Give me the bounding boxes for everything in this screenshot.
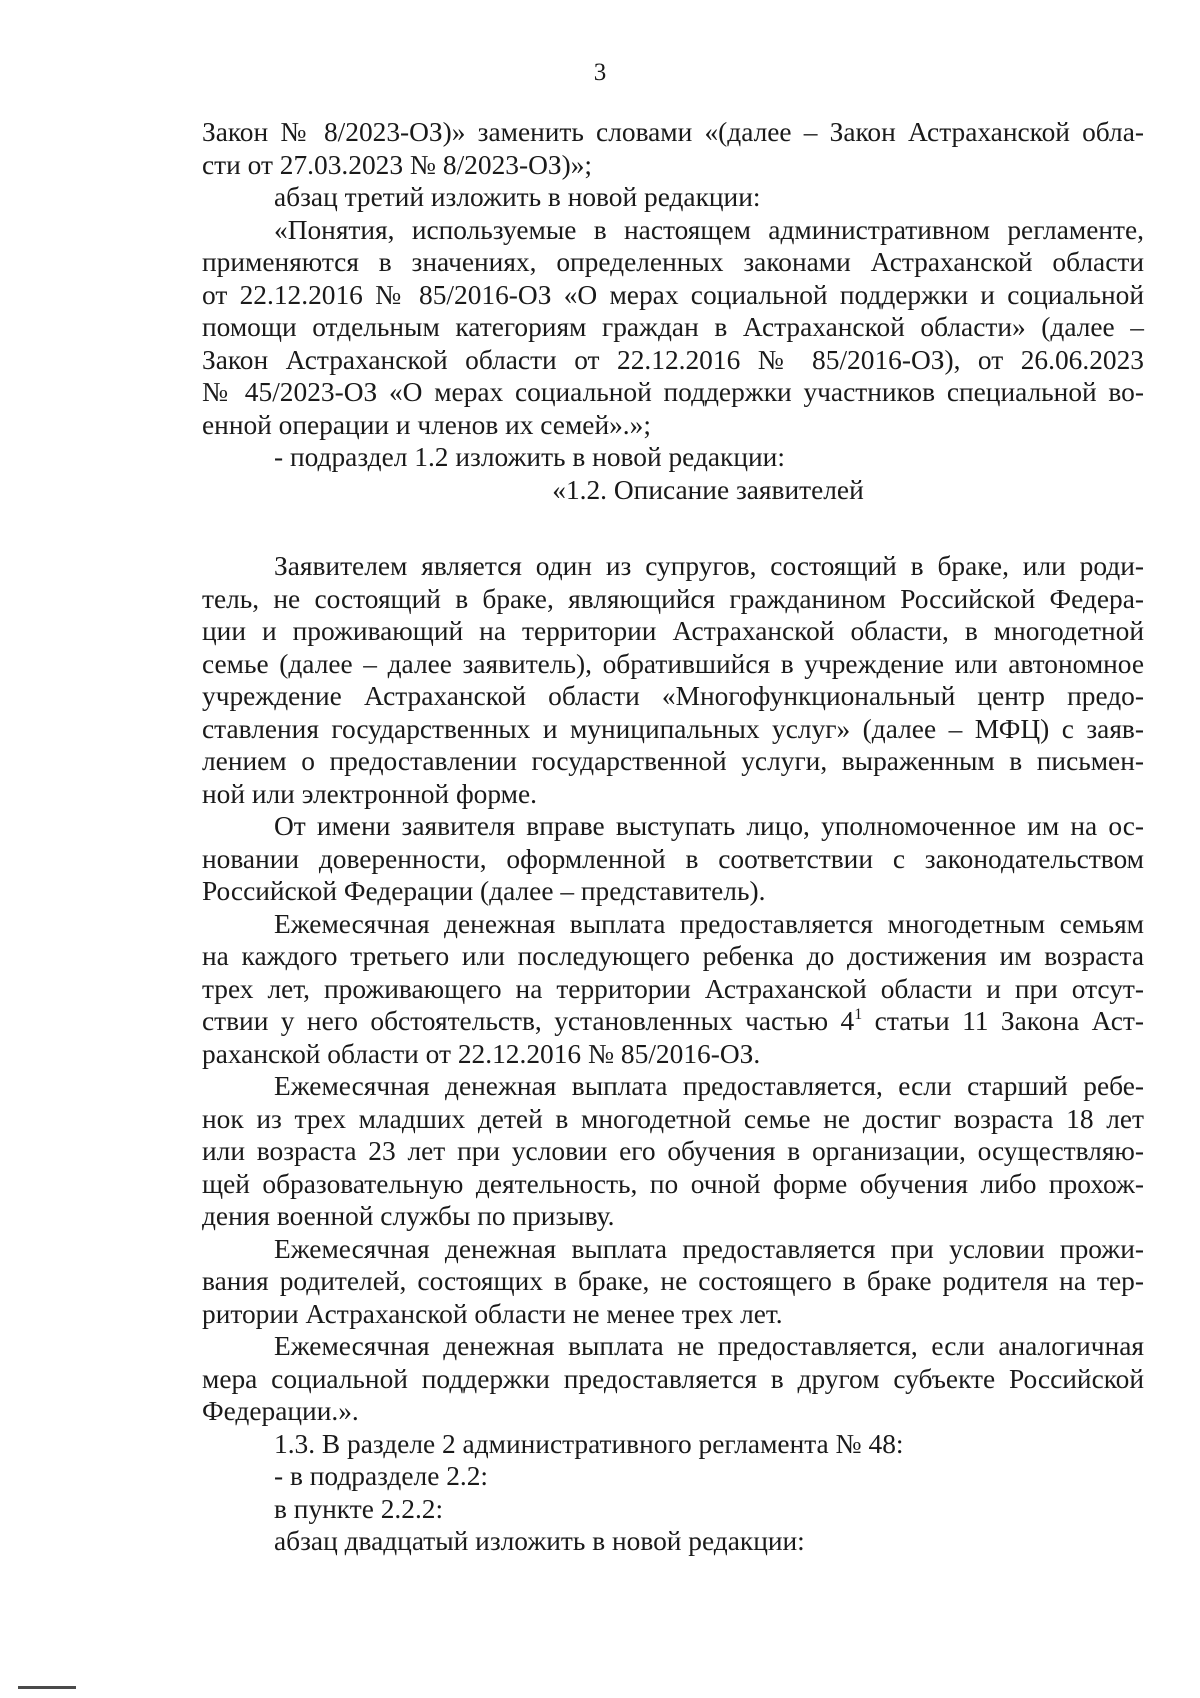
text-line: [202, 680, 1144, 713]
line-text: сти от 27.03.2023 № 8/2023-ОЗ)»;: [202, 149, 593, 180]
line-text: применяются в значениях, определенных законами Астраханской области: [202, 247, 1144, 277]
text-line: [202, 875, 1144, 908]
text-line: [202, 246, 1144, 279]
text-line: [202, 745, 1144, 778]
line-text: учреждение Астраханской области «Многофункциональный центр предо-: [202, 681, 1144, 711]
text-line: [202, 940, 1144, 973]
text-line: [202, 1233, 1144, 1266]
line-text: абзац третий изложить в новой редакции:: [274, 182, 761, 212]
text-line: [202, 441, 1144, 474]
line-text: вания родителей, состоящих в браке, не состоящего в браке родителя на тер-: [202, 1266, 1144, 1296]
text-line: [202, 344, 1144, 377]
footer-mark: [18, 1686, 76, 1689]
line-text: трех лет, проживающего на территории Астраханской области и при отсут-: [202, 973, 1144, 1004]
text-line: [202, 583, 1144, 616]
line-text: нок из трех младших детей в многодетной семье не достиг возраста 18 лет: [202, 1103, 1144, 1134]
text-line: [202, 116, 1144, 149]
line-text: «1.2. Описание заявителей: [552, 474, 864, 505]
text-line: [202, 615, 1144, 648]
line-text: Закон Астраханской области от 22.12.2016 № 85/2016-ОЗ), от 26.06.2023: [202, 344, 1144, 375]
text-line: [202, 550, 1144, 583]
text-line: [202, 973, 1144, 1006]
line-text: на каждого третьего или последующего ребенка до достижения им возраста: [202, 941, 1144, 971]
line-text: или возраста 23 лет при условии его обучения в организации, осуществляю-: [202, 1136, 1144, 1166]
line-text: Заявителем является один из супругов, состоящий в браке, или роди-: [274, 551, 1144, 581]
line-text: мера социальной поддержки предоставляется в другом субъекте Российской: [202, 1363, 1144, 1394]
page-number: 3: [593, 59, 607, 86]
line-text: - подраздел 1.2 изложить в новой редакции:: [274, 442, 785, 472]
line-text: от 22.12.2016 № 85/2016-ОЗ «О мерах социальной поддержки и социальной: [202, 279, 1144, 310]
line-text: ции и проживающий на территории Астраханской области, в многодетной: [202, 616, 1144, 646]
line-text: Ежемесячная денежная выплата не предоставляется, если аналогичная: [274, 1331, 1144, 1361]
text-line: [202, 713, 1144, 746]
text-line: [202, 1298, 1144, 1331]
text-line: [202, 1168, 1144, 1201]
line-text: семье (далее – далее заявитель), обратившийся в учреждение или автономное: [202, 648, 1144, 679]
line-text: щей образовательную деятельность, по очной форме обучения либо прохож-: [202, 1168, 1144, 1199]
text-line: [202, 1460, 1144, 1493]
text-line: [202, 778, 1144, 811]
text-line: [202, 843, 1144, 876]
text-line: [202, 376, 1144, 409]
section-heading: [202, 474, 1144, 507]
line-text: Российской Федерации (далее – представитель).: [202, 876, 766, 906]
line-text: ставления государственных и муниципальных услуг» (далее – МФЦ) с заяв-: [202, 713, 1144, 744]
line-text: в пункте 2.2.2:: [274, 1493, 444, 1524]
text-line: [202, 1330, 1144, 1363]
line-text: Закон № 8/2023-ОЗ)» заменить словами «(далее – Закон Астраханской обла-: [202, 117, 1144, 147]
line-text: помощи отдельным категориям граждан в Астраханской области» (далее –: [202, 312, 1144, 342]
line-text: Федерации.».: [202, 1396, 359, 1426]
paragraph-gap: [202, 506, 1144, 550]
text-line: [202, 648, 1144, 681]
line-text: ствии у него обстоятельств, установленных частью 4: [202, 1006, 855, 1036]
line-text: Ежемесячная денежная выплата предоставляется многодетным семьям: [274, 908, 1144, 939]
line-text: дения военной службы по призыву.: [202, 1201, 615, 1231]
line-text: От имени заявителя вправе выступать лицо, уполномоченное им на ос-: [274, 811, 1144, 841]
line-text: тель, не состоящий в браке, являющийся гражданином Российской Федера-: [202, 583, 1144, 614]
text-line: [202, 409, 1144, 442]
text-line: [202, 1005, 1144, 1038]
superscript: 1: [854, 1006, 863, 1023]
text-line: [202, 908, 1144, 941]
line-text: лением о предоставлении государственной услуги, выраженным в письмен-: [202, 746, 1144, 776]
line-text: Ежемесячная денежная выплата предоставляется, если старший ребе-: [274, 1071, 1144, 1101]
text-line: [202, 1493, 1144, 1526]
line-text: ной или электронной форме.: [202, 778, 537, 809]
text-line: [202, 1428, 1144, 1461]
text-line: [202, 311, 1144, 344]
text-line: [202, 1070, 1144, 1103]
line-text: енной операции и членов их семей».»;: [202, 409, 651, 440]
text-line: [202, 149, 1144, 182]
line-text: 1.3. В разделе 2 административного регламента № 48:: [274, 1428, 904, 1459]
text-line: [202, 810, 1144, 843]
text-line: [202, 1525, 1144, 1558]
text-line: [202, 1135, 1144, 1168]
text-line: [202, 214, 1144, 247]
line-text-continued: статьи 11 Закона Аст-: [862, 1006, 1145, 1036]
text-line: [202, 181, 1144, 214]
line-text: «Понятия, используемые в настоящем административном регламенте,: [274, 214, 1144, 245]
text-line: [202, 1200, 1144, 1233]
line-text: раханской области от 22.12.2016 № 85/2016-ОЗ.: [202, 1038, 761, 1069]
line-text: Ежемесячная денежная выплата предоставляется при условии прожи-: [274, 1233, 1144, 1264]
line-text: ритории Астраханской области не менее трех лет.: [202, 1298, 783, 1329]
text-line: [202, 1395, 1144, 1428]
document-body: [202, 116, 1144, 1558]
line-text: новании доверенности, оформленной в соответствии с законодательством: [202, 843, 1144, 874]
text-line: [202, 1103, 1144, 1136]
line-text: - в подразделе 2.2:: [274, 1461, 489, 1491]
line-text: абзац двадцатый изложить в новой редакции:: [274, 1526, 805, 1556]
text-line: [202, 1038, 1144, 1071]
text-line: [202, 1363, 1144, 1396]
line-text: № 45/2023-ОЗ «О мерах социальной поддержки участников специальной во-: [202, 377, 1144, 407]
text-line: [202, 279, 1144, 312]
text-line: [202, 1265, 1144, 1298]
